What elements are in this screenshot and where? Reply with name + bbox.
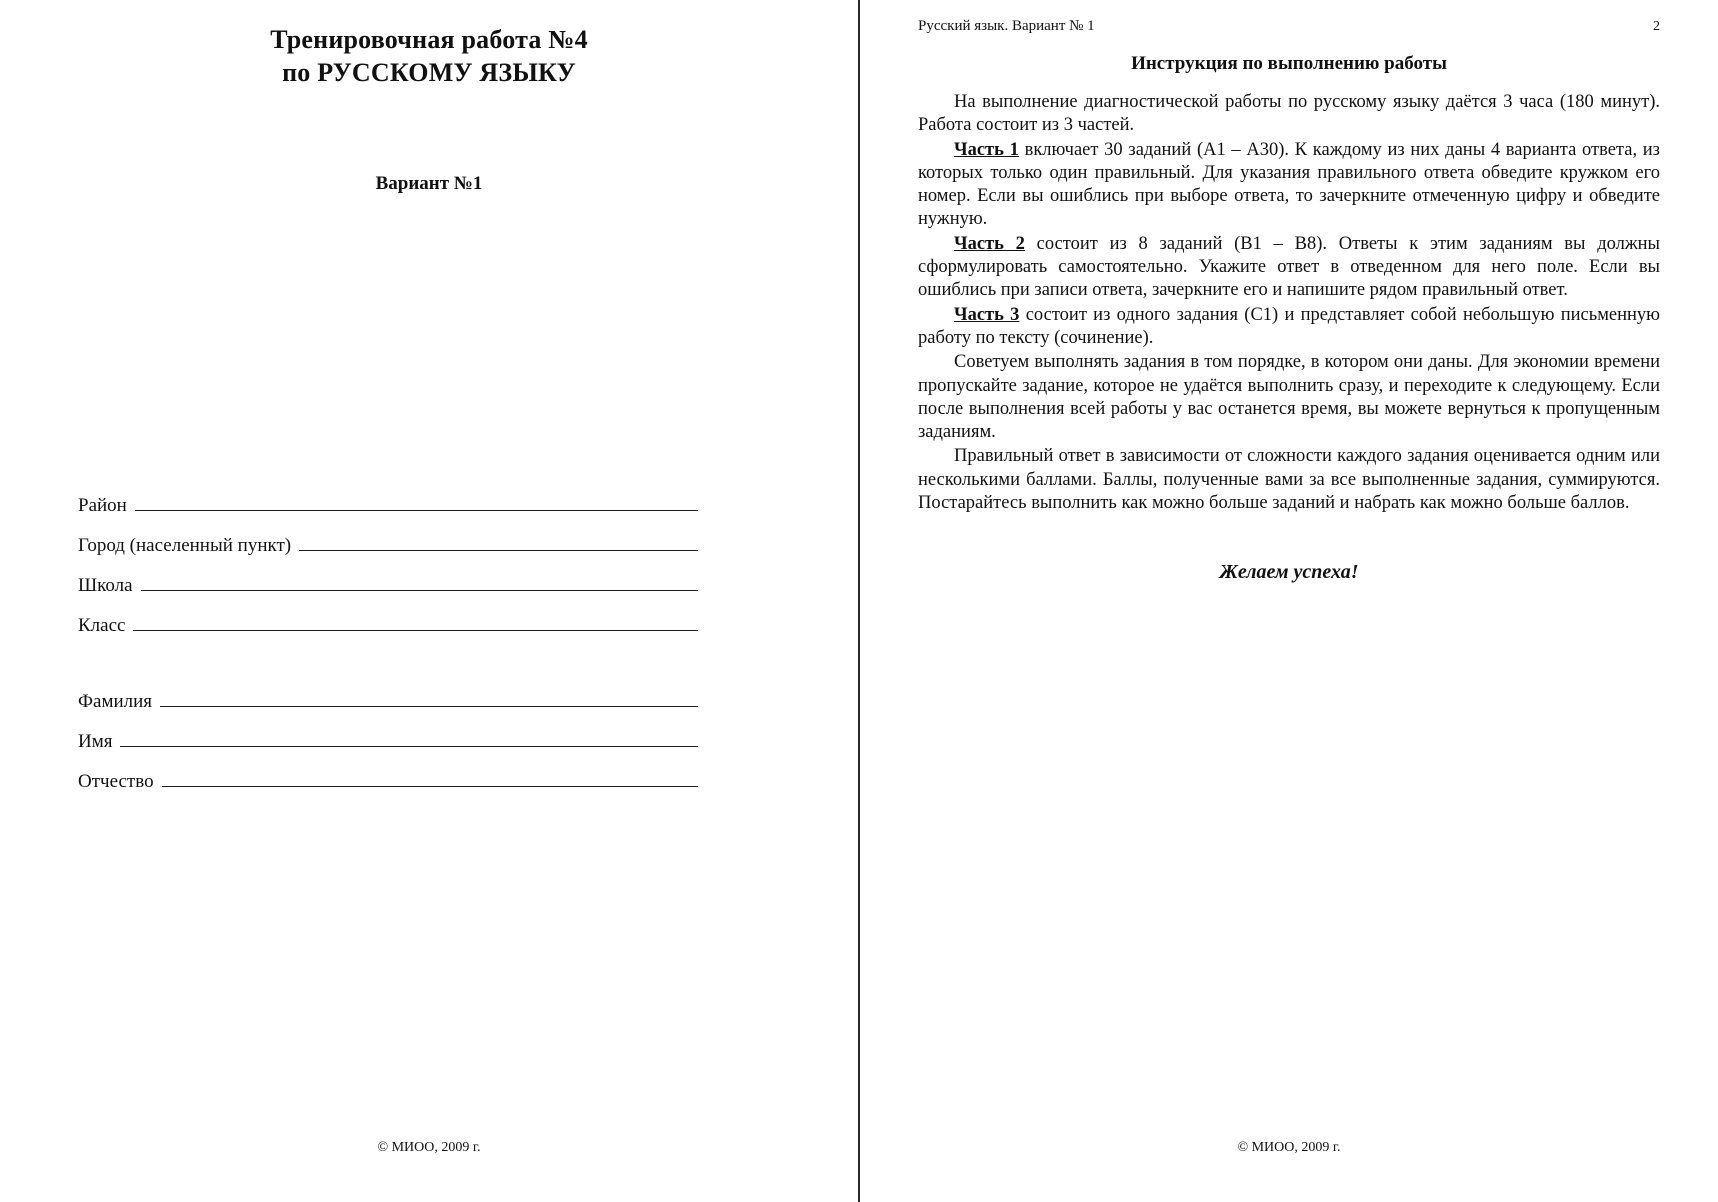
copyright-left: © МИОО, 2009 г.: [377, 1140, 481, 1155]
paragraph-text-1: На выполнение диагностической работы по русскому языку даётся 3 часа (180 минут). Работа состоит из 3 частей.: [918, 92, 1660, 136]
form-section-divider: [78, 655, 698, 691]
paragraph-text-6: Правильный ответ в зависимости от сложности каждого задания оценивается одним или несколькими баллами. Баллы, полученные вами за все выполненные задания, суммируются. Постарайтесь выполнить как можно больше заданий и набрать как можно больше баллов.: [918, 446, 1660, 514]
field-row-district: [78, 495, 698, 517]
title-line-2: по РУССКОМУ ЯЗЫКУ: [282, 57, 576, 87]
instruction-paragraph-2: [918, 139, 1660, 232]
part-label-3: Часть 3: [954, 304, 1020, 325]
paragraph-text-5: Советуем выполнять задания в том порядке, в котором они даны. Для экономии времени пропускайте задание, которое не удаётся выполнить сразу, и переходите к следующему. Если после выполнения всей работы у вас останется время, вы можете вернуться к пропущенным заданиям.: [918, 352, 1660, 443]
field-label-class: Класс: [78, 615, 126, 636]
field-input-firstname[interactable]: [120, 732, 698, 747]
instruction-paragraph-1: [918, 91, 1660, 138]
field-input-class[interactable]: [133, 616, 698, 631]
field-row-lastname: [78, 691, 698, 713]
field-label-city: Город (населенный пункт): [78, 535, 292, 556]
page-number: 2: [1653, 19, 1660, 34]
instruction-paragraph-5: [918, 351, 1660, 444]
title-line-1: Тренировочная работа №4: [270, 25, 588, 54]
field-input-city[interactable]: [299, 536, 698, 551]
variant-label: Вариант №1: [375, 173, 483, 194]
field-label-district: Район: [78, 495, 127, 516]
instruction-paragraph-4: [918, 304, 1660, 351]
paragraph-text-3: состоит из 8 заданий (В1 – В8). Ответы к этим заданиям вы должны сформулировать самостоятельно. Укажите ответ в отведенном для него поле. Если вы ошиблись при записи ответа, зачеркните его и напишите рядом правильный ответ.: [918, 233, 1660, 301]
paragraph-text-4: состоит из одного задания (С1) и представляет собой небольшую письменную работу по тексту (сочинение).: [918, 304, 1660, 348]
cover-page: [0, 0, 858, 1202]
field-row-city: [78, 535, 698, 557]
page-title: [0, 24, 858, 89]
instruction-body: [918, 91, 1660, 515]
field-input-lastname[interactable]: [160, 692, 698, 707]
field-row-school: [78, 575, 698, 597]
good-luck-message: Желаем успеха!: [1219, 561, 1359, 584]
field-label-patronymic: Отчество: [78, 771, 154, 792]
field-label-firstname: Имя: [78, 731, 113, 752]
instruction-title: Инструкция по выполнению работы: [1131, 53, 1447, 74]
instruction-paragraph-6: [918, 445, 1660, 515]
copyright-right: © МИОО, 2009 г.: [1237, 1140, 1341, 1155]
field-input-district[interactable]: [135, 496, 698, 511]
field-row-patronymic: [78, 771, 698, 793]
instruction-page: [860, 0, 1718, 1202]
field-row-firstname: [78, 731, 698, 753]
field-input-school[interactable]: [141, 576, 698, 591]
field-label-school: Школа: [78, 575, 133, 596]
field-label-lastname: Фамилия: [78, 691, 153, 712]
field-row-class: [78, 615, 698, 637]
paragraph-text-2: включает 30 заданий (А1 – А30). К каждому из них даны 4 варианта ответа, из которых только один правильный. Для указания правильного ответа обведите кружком его номер. Если вы ошиблись при выборе ответа, то зачеркните отмеченную цифру и обведите нужную.: [918, 139, 1660, 230]
student-info-form: [0, 495, 858, 793]
running-head: [918, 18, 1660, 35]
instruction-paragraph-3: [918, 233, 1660, 303]
part-label-2: Часть 2: [954, 233, 1025, 254]
part-label-1: Часть 1: [954, 139, 1019, 160]
running-head-text: Русский язык. Вариант № 1: [918, 18, 1095, 34]
field-input-patronymic[interactable]: [162, 772, 698, 787]
